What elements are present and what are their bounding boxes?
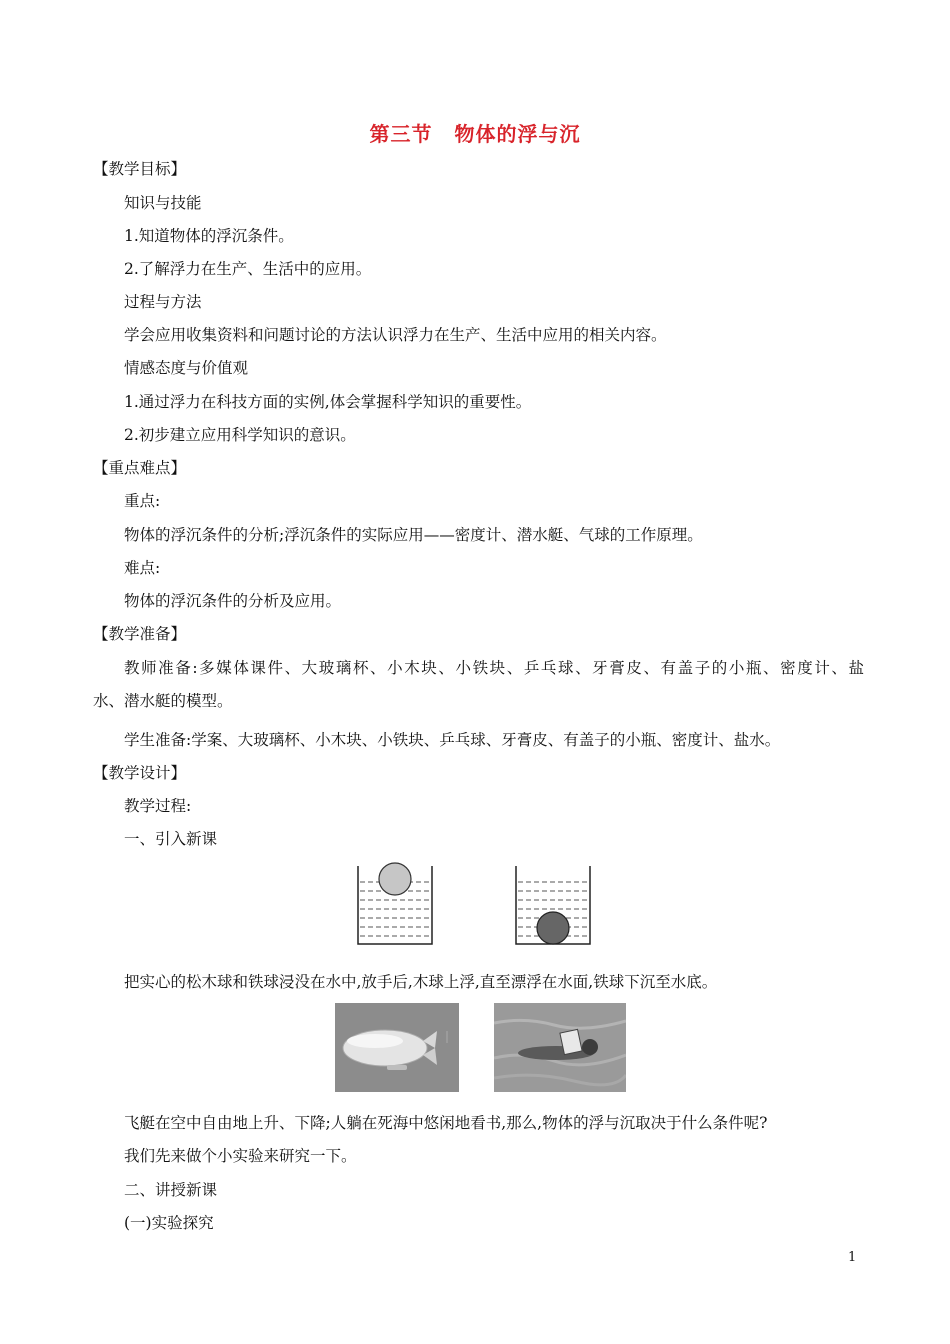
page-number: 1 bbox=[848, 1250, 857, 1265]
transition-text: 我们先来做个小实验来研究一下。 bbox=[124, 1147, 357, 1165]
beaker-sinking-ball bbox=[516, 866, 590, 944]
title-section: 第三节 bbox=[369, 122, 433, 146]
subheading-process: 过程与方法 bbox=[124, 293, 202, 311]
beakers-figure bbox=[350, 860, 600, 950]
iron-ball bbox=[537, 912, 569, 944]
airship-photo bbox=[335, 1003, 459, 1092]
goal-item-2: 2.了解浮力在生产、生活中的应用。 bbox=[124, 260, 372, 278]
difficulty-label: 难点: bbox=[124, 559, 161, 577]
dead-sea-photo bbox=[494, 1003, 626, 1092]
question-text: 飞艇在空中自由地上升、下降;人躺在死海中悠闲地看书,那么,物体的浮与沉取决于什么条件呢? bbox=[124, 1114, 768, 1132]
key-text: 物体的浮沉条件的分析;浮沉条件的实际应用——密度计、潜水艇、气球的工作原理。 bbox=[124, 526, 703, 544]
subheading-attitude: 情感态度与价值观 bbox=[124, 359, 249, 377]
key-label: 重点: bbox=[124, 492, 161, 510]
experiment-subheading: (一)实验探究 bbox=[124, 1214, 214, 1232]
page-title bbox=[0, 118, 950, 147]
process-text: 学会应用收集资料和问题讨论的方法认识浮力在生产、生活中应用的相关内容。 bbox=[124, 326, 667, 344]
student-prep: 学生准备:学案、大玻璃杯、小木块、小铁块、乒乓球、牙膏皮、有盖子的小瓶、密度计、盐水。 bbox=[124, 731, 781, 749]
teacher-prep-line2: 水、潜水艇的模型。 bbox=[93, 692, 233, 710]
title-topic: 物体的浮与沉 bbox=[454, 122, 581, 146]
part-one-heading: 一、引入新课 bbox=[124, 830, 218, 848]
heading-teaching-goals: 【教学目标】 bbox=[93, 160, 187, 178]
beaker-floating-ball bbox=[358, 863, 432, 944]
experiment-description: 把实心的松木球和铁球浸没在水中,放手后,木球上浮,直至漂浮在水面,铁球下沉至水底。 bbox=[124, 973, 718, 991]
part-two-heading: 二、讲授新课 bbox=[124, 1181, 218, 1199]
teacher-prep-line1: 教师准备:多媒体课件、大玻璃杯、小木块、小铁块、乒乓球、牙膏皮、有盖子的小瓶、密度计、盐 bbox=[124, 659, 864, 677]
wood-ball bbox=[379, 863, 411, 895]
heading-design: 【教学设计】 bbox=[93, 764, 187, 782]
difficulty-text: 物体的浮沉条件的分析及应用。 bbox=[124, 592, 342, 610]
process-label: 教学过程: bbox=[124, 797, 192, 815]
goal-item-1: 1.知道物体的浮沉条件。 bbox=[124, 227, 294, 245]
subheading-knowledge: 知识与技能 bbox=[124, 194, 202, 212]
heading-key-points: 【重点难点】 bbox=[93, 459, 187, 477]
attitude-item-1: 1.通过浮力在科技方面的实例,体会掌握科学知识的重要性。 bbox=[124, 393, 532, 411]
attitude-item-2: 2.初步建立应用科学知识的意识。 bbox=[124, 426, 356, 444]
heading-preparation: 【教学准备】 bbox=[93, 625, 187, 643]
